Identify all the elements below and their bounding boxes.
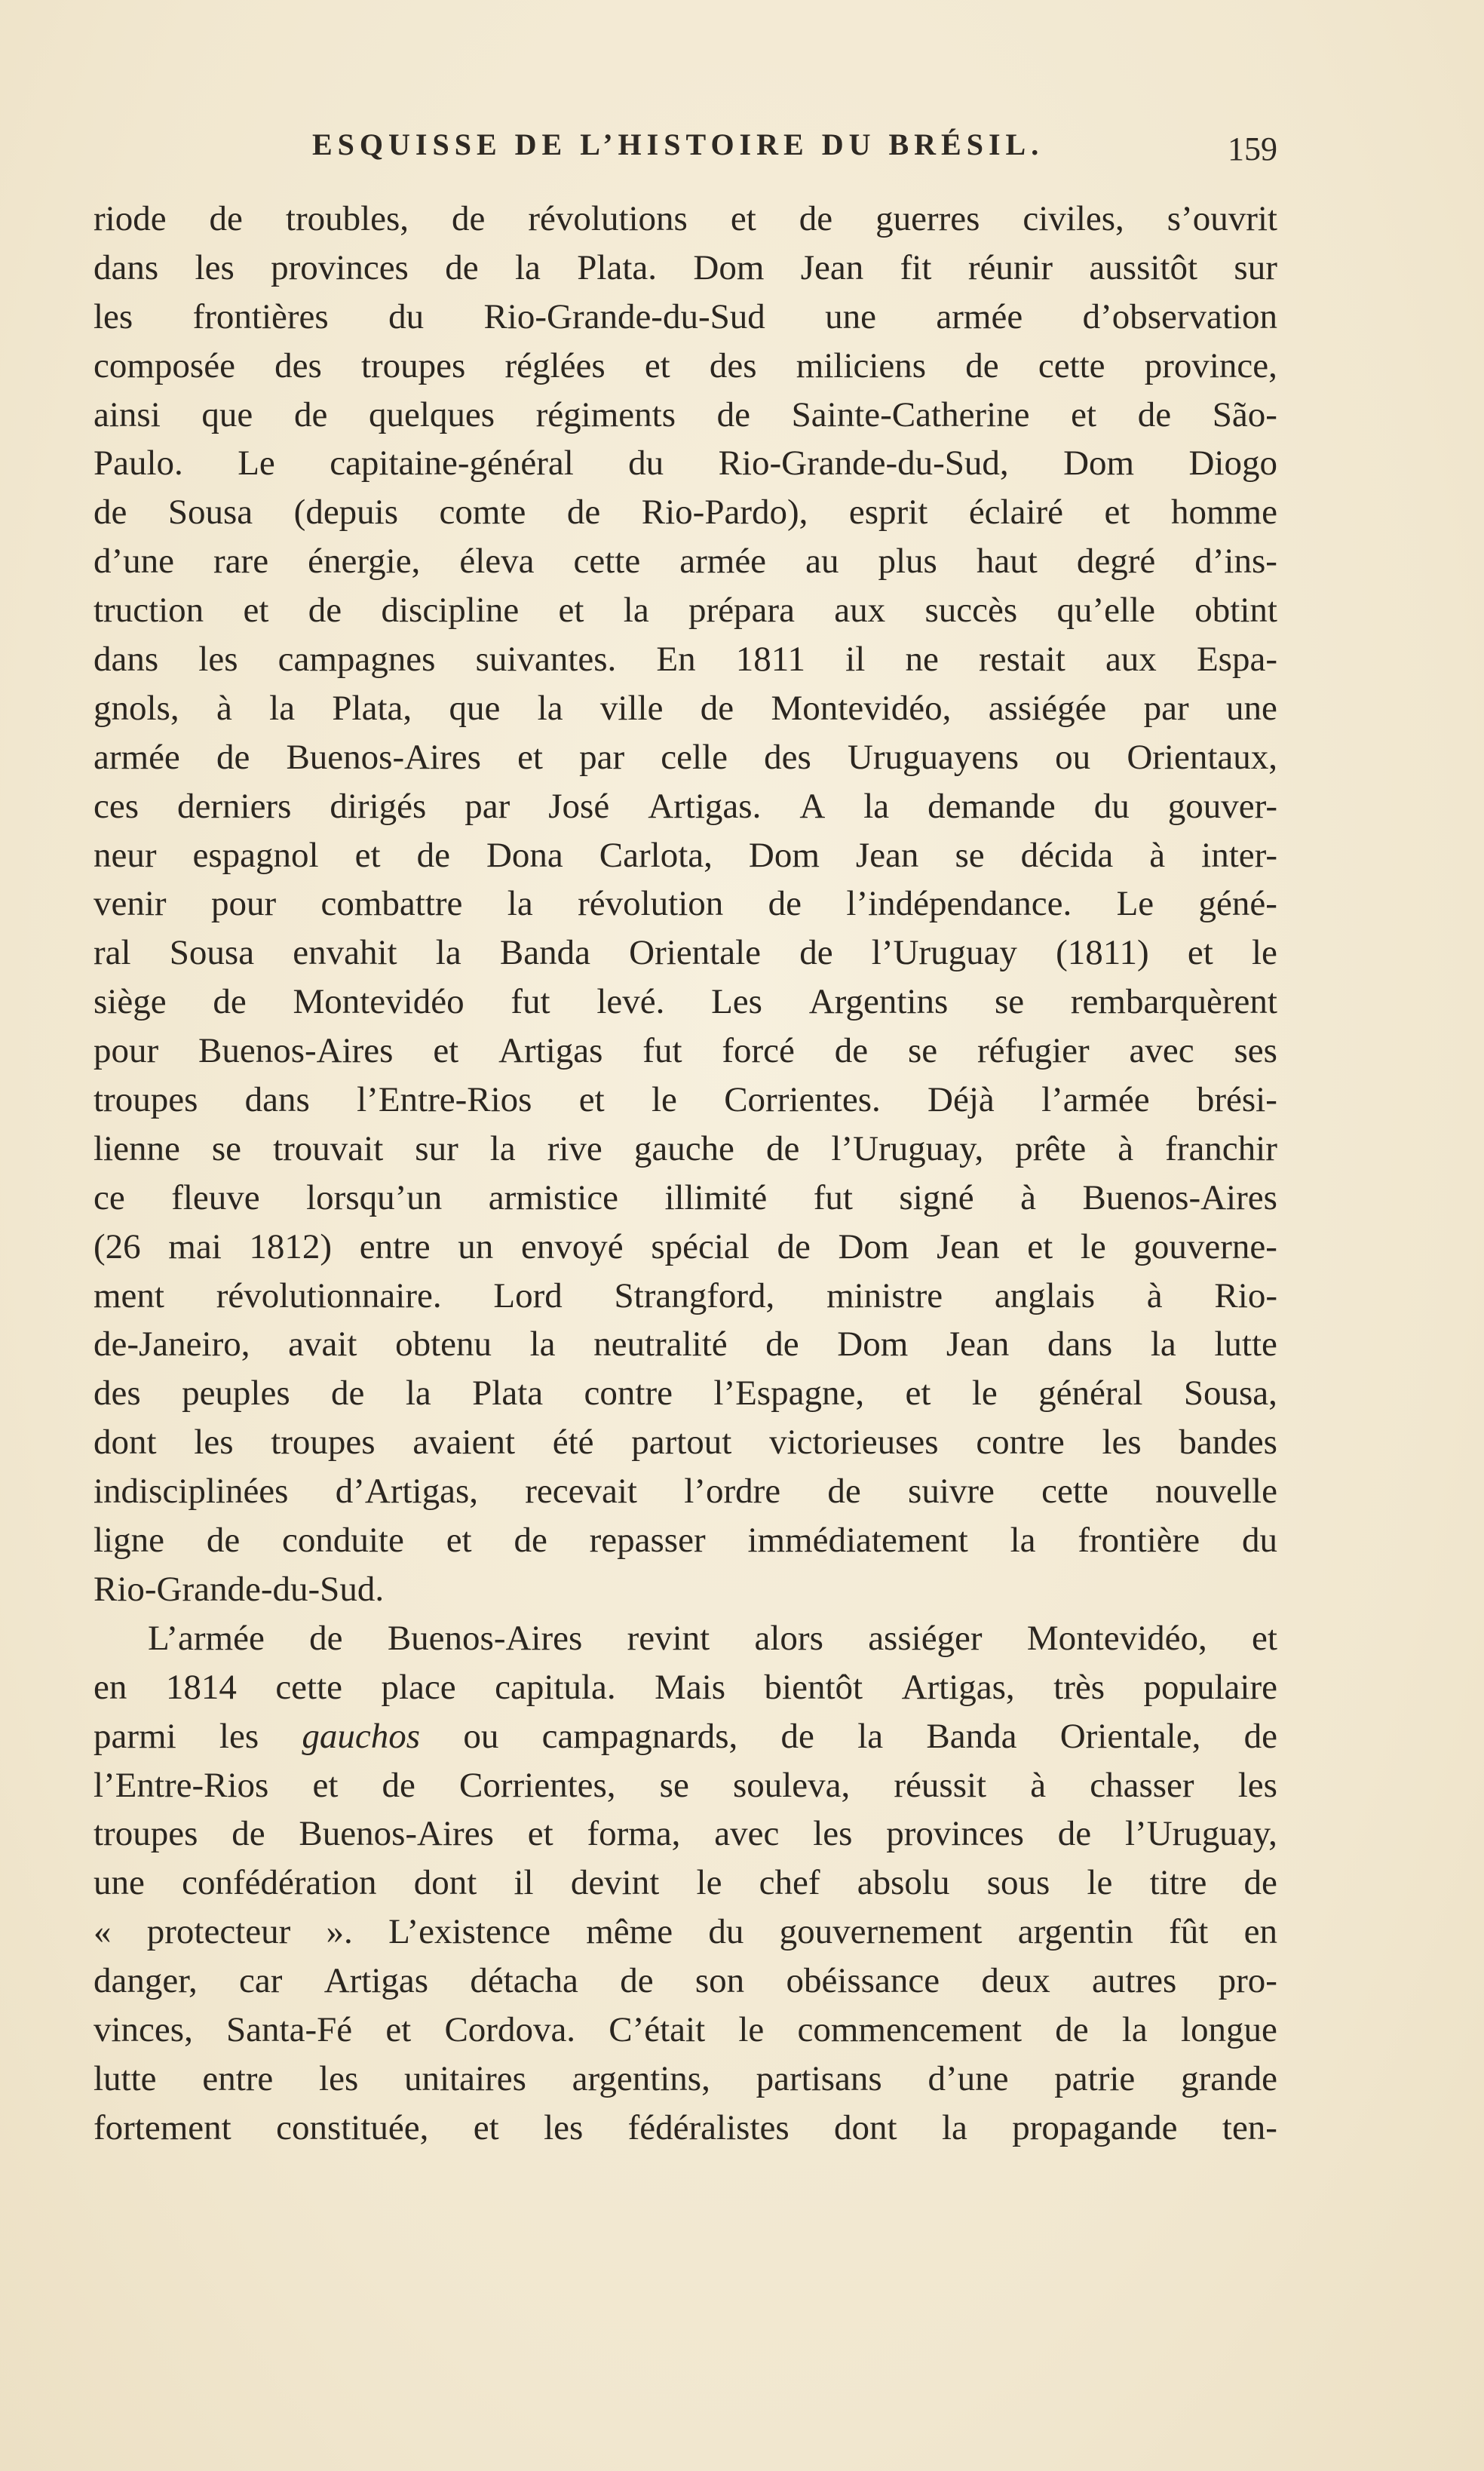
text-line: de Sousa (depuis comte de Rio-Pardo), esprit éclairé et homme bbox=[94, 493, 1277, 533]
text-line: siège de Montevidéo fut levé. Les Argentins se rembarquèrent bbox=[94, 982, 1277, 1022]
text-line: neur espagnol et de Dona Carlota, Dom Jean se décida à inter- bbox=[94, 835, 1277, 875]
text-line: d’une rare énergie, éleva cette armée au plus haut degré d’ins- bbox=[94, 542, 1277, 582]
text-line: une confédération dont il devint le chef absolu sous le titre de bbox=[94, 1863, 1277, 1903]
text-line: ligne de conduite et de repasser immédiatement la frontière du bbox=[94, 1521, 1277, 1561]
text-line: L’armée de Buenos-Aires revint alors assiéger Montevidéo, et bbox=[148, 1618, 1277, 1658]
text-line: Rio-Grande-du-Sud. bbox=[94, 1569, 385, 1609]
text-line: ces derniers dirigés par José Artigas. A la demande du gouver- bbox=[94, 786, 1277, 826]
paragraph bbox=[94, 195, 1277, 1614]
text-line: parmi les gauchos ou campagnards, de la Banda Orientale, de bbox=[94, 1716, 1277, 1756]
text-line: ainsi que de quelques régiments de Sainte-Catherine et de São- bbox=[94, 394, 1277, 434]
text-line: lutte entre les unitaires argentins, partisans d’une patrie grande bbox=[94, 2058, 1277, 2098]
text-line: troupes de Buenos-Aires et forma, avec les provinces de l’Uruguay, bbox=[94, 1814, 1277, 1854]
text-line: dans les campagnes suivantes. En 1811 il ne restait aux Espa- bbox=[94, 640, 1277, 680]
text-line: dont les troupes avaient été partout victorieuses contre les bandes bbox=[94, 1423, 1277, 1463]
text-line: « protecteur ». L’existence même du gouvernement argentin fût en bbox=[94, 1912, 1277, 1952]
page-number: 159 bbox=[1228, 130, 1277, 167]
text-line: danger, car Artigas détacha de son obéissance deux autres pro- bbox=[94, 1961, 1277, 2001]
text-line: riode de troubles, de révolutions et de guerres civiles, s’ouvrit bbox=[94, 199, 1277, 238]
text-line: ce fleuve lorsqu’un armistice illimité fut signé à Buenos-Aires bbox=[94, 1177, 1277, 1217]
text-line: vinces, Santa-Fé et Cordova. C’était le commencement de la longue bbox=[94, 2009, 1277, 2049]
body-text bbox=[94, 195, 1277, 2153]
text-line: composée des troupes réglées et des miliciens de cette province, bbox=[94, 345, 1277, 385]
text-line: troupes dans l’Entre-Rios et le Corrientes. Déjà l’armée brési- bbox=[94, 1080, 1277, 1120]
text-line: de-Janeiro, avait obtenu la neutralité de Dom Jean dans la lutte bbox=[94, 1325, 1277, 1364]
running-head bbox=[94, 127, 1277, 172]
text-line: ment révolutionnaire. Lord Strangford, ministre anglais à Rio- bbox=[94, 1275, 1277, 1315]
text-line: indisciplinées d’Artigas, recevait l’ordre de suivre cette nouvelle bbox=[94, 1472, 1277, 1512]
text-line: fortement constituée, et les fédéralistes dont la propagande ten- bbox=[94, 2107, 1277, 2147]
text-line: venir pour combattre la révolution de l’indépendance. Le géné- bbox=[94, 884, 1277, 924]
text-line: ral Sousa envahit la Banda Orientale de l’Uruguay (1811) et le bbox=[94, 933, 1277, 973]
text-line: les frontières du Rio-Grande-du-Sud une armée d’observation bbox=[94, 296, 1277, 336]
text-line: Paulo. Le capitaine-général du Rio-Grande-du-Sud, Dom Diogo bbox=[94, 444, 1277, 483]
text-line: dans les provinces de la Plata. Dom Jean fit réunir aussitôt sur bbox=[94, 247, 1277, 287]
text-line: l’Entre-Rios et de Corrientes, se souleva, réussit à chasser les bbox=[94, 1765, 1277, 1805]
text-line: truction et de discipline et la prépara aux succès qu’elle obtint bbox=[94, 591, 1277, 631]
text-line: en 1814 cette place capitula. Mais bientôt Artigas, très populaire bbox=[94, 1667, 1277, 1707]
running-head-title: ESQUISSE DE L’HISTOIRE DU BRÉSIL. bbox=[312, 127, 1044, 161]
text-line: gnols, à la Plata, que la ville de Montevidéo, assiégée par une bbox=[94, 688, 1277, 728]
text-line: (26 mai 1812) entre un envoyé spécial de Dom Jean et le gouverne- bbox=[94, 1226, 1277, 1266]
text-line: des peuples de la Plata contre l’Espagne, et le général Sousa, bbox=[94, 1374, 1277, 1414]
text-line: lienne se trouvait sur la rive gauche de l’Uruguay, prête à franchir bbox=[94, 1128, 1277, 1168]
text-line: pour Buenos-Aires et Artigas fut forcé de se réfugier avec ses bbox=[94, 1031, 1277, 1071]
text-line: armée de Buenos-Aires et par celle des Uruguayens ou Orientaux, bbox=[94, 737, 1277, 777]
paragraph bbox=[94, 1614, 1277, 2153]
